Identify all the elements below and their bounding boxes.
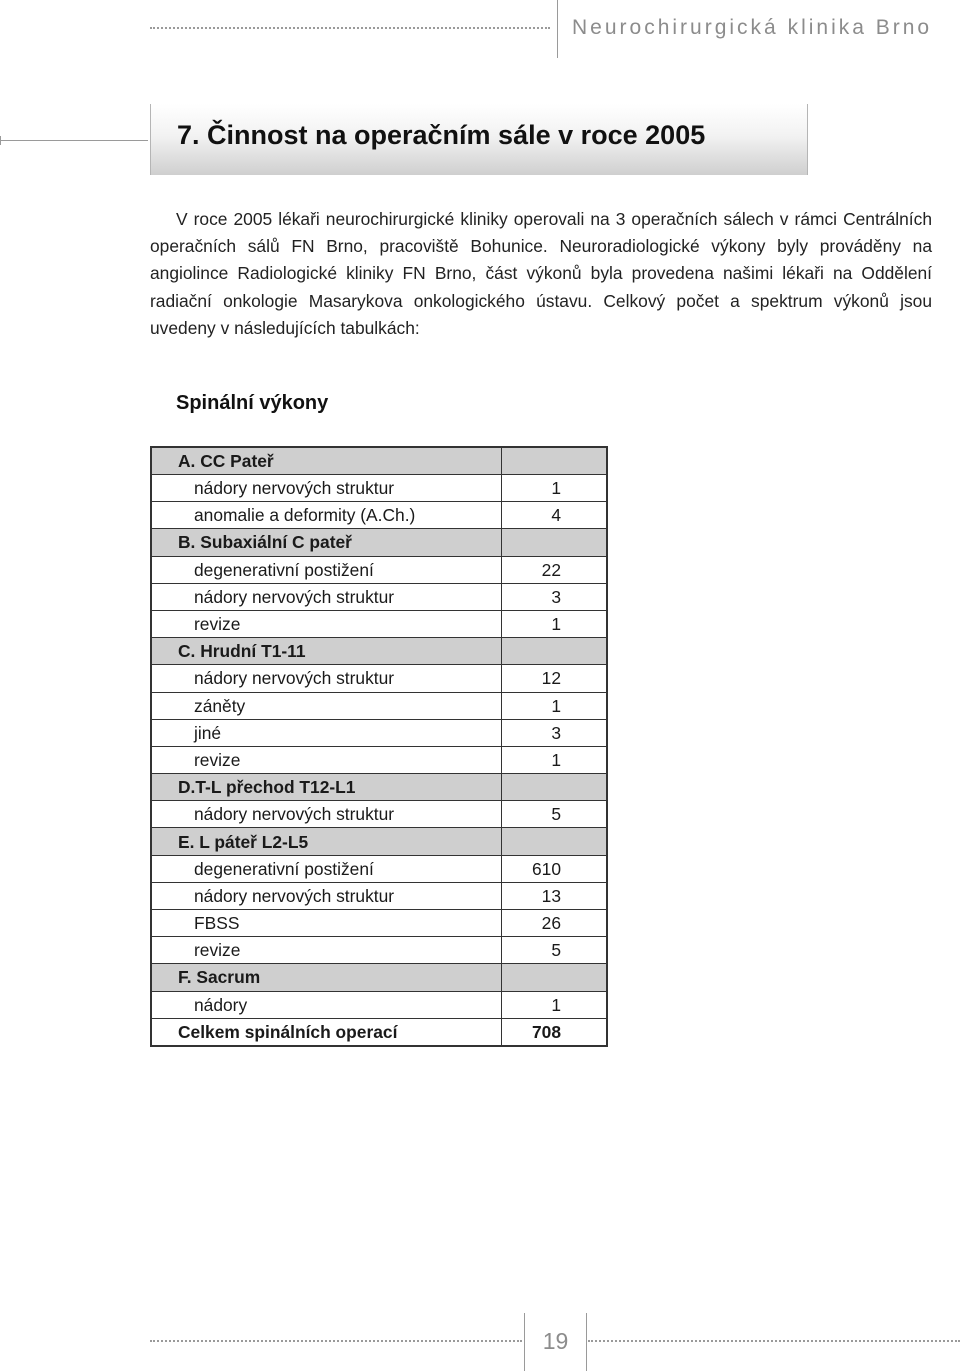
- table-row: [151, 556, 607, 583]
- row-label: záněty: [151, 692, 501, 719]
- table-row: [151, 991, 607, 1018]
- row-count: 5: [501, 937, 607, 964]
- row-count: 26: [501, 910, 607, 937]
- table-row: [151, 665, 607, 692]
- header-dotted-rule: [150, 27, 550, 29]
- row-label: degenerativní postižení: [151, 556, 501, 583]
- row-count: [501, 447, 607, 475]
- table-group-row: [151, 638, 607, 665]
- chapter-title-box: [150, 104, 808, 175]
- row-count: [501, 638, 607, 665]
- row-label: nádory nervových struktur: [151, 583, 501, 610]
- running-header-title: Neurochirurgická klinika Brno: [572, 16, 933, 39]
- table-row: [151, 937, 607, 964]
- row-count: 3: [501, 583, 607, 610]
- table-group-row: [151, 529, 607, 556]
- section-heading: Spinální výkony: [176, 392, 329, 414]
- row-count: 1: [501, 610, 607, 637]
- table-row: [151, 910, 607, 937]
- table-group-row: [151, 964, 607, 991]
- margin-rule: [0, 140, 148, 141]
- table-row: [151, 719, 607, 746]
- row-label: Celkem spinálních operací: [151, 1018, 501, 1046]
- row-label: degenerativní postižení: [151, 855, 501, 882]
- header-divider: [557, 0, 558, 58]
- table-group-row: [151, 828, 607, 855]
- row-label: anomalie a deformity (A.Ch.): [151, 502, 501, 529]
- row-label: E. L páteř L2-L5: [151, 828, 501, 855]
- page-number: 19: [542, 1328, 569, 1354]
- table-row: [151, 746, 607, 773]
- table-total-row: [151, 1018, 607, 1046]
- table-row: [151, 855, 607, 882]
- row-label: nádory nervových struktur: [151, 475, 501, 502]
- row-label: jiné: [151, 719, 501, 746]
- row-label: FBSS: [151, 910, 501, 937]
- row-count: 708: [501, 1018, 607, 1046]
- row-count: 1: [501, 991, 607, 1018]
- table-row: [151, 610, 607, 637]
- footer-divider-right: [586, 1313, 587, 1371]
- table-row: [151, 801, 607, 828]
- table-row: [151, 882, 607, 909]
- table-row: [151, 583, 607, 610]
- row-label: nádory: [151, 991, 501, 1018]
- table-group-row: [151, 447, 607, 475]
- row-label: revize: [151, 746, 501, 773]
- table-row: [151, 502, 607, 529]
- table-row: [151, 475, 607, 502]
- table-body: [151, 447, 607, 1046]
- table-group-row: [151, 774, 607, 801]
- row-count: 610: [501, 855, 607, 882]
- row-label: revize: [151, 610, 501, 637]
- row-count: 13: [501, 882, 607, 909]
- row-count: 12: [501, 665, 607, 692]
- intro-paragraph: V roce 2005 lékaři neurochirurgické kliniky operovali na 3 operačních sálech v rámci Centrálních operačních sálů FN Brno, pracoviště Bohunice. Neuroradiologické výkony byly prováděny na angiolince Radiologické kliniky FN Brno, část výkonů byla provedena našimi lékaři na Oddělení radiační onkologie Masarykova onkologického ústavu. Celkový počet a spektrum výkonů jsou uvedeny v následujících tabulkách:: [150, 209, 932, 338]
- row-label: nádory nervových struktur: [151, 882, 501, 909]
- row-count: 1: [501, 746, 607, 773]
- row-count: 1: [501, 475, 607, 502]
- row-label: nádory nervových struktur: [151, 801, 501, 828]
- row-label: nádory nervových struktur: [151, 665, 501, 692]
- row-count: 5: [501, 801, 607, 828]
- row-count: 1: [501, 692, 607, 719]
- row-label: D.T-L přechod T12-L1: [151, 774, 501, 801]
- row-label: revize: [151, 937, 501, 964]
- footer-dotted-rule-right: [588, 1340, 960, 1342]
- row-label: C. Hrudní T1-11: [151, 638, 501, 665]
- row-count: 22: [501, 556, 607, 583]
- row-count: 4: [501, 502, 607, 529]
- row-count: [501, 828, 607, 855]
- row-count: 3: [501, 719, 607, 746]
- table-row: [151, 692, 607, 719]
- row-label: F. Sacrum: [151, 964, 501, 991]
- spinal-procedures-table: [150, 446, 608, 1047]
- row-count: [501, 529, 607, 556]
- footer-dotted-rule-left: [150, 1340, 522, 1342]
- row-count: [501, 774, 607, 801]
- row-count: [501, 964, 607, 991]
- chapter-title: 7. Činnost na operačním sále v roce 2005: [177, 120, 706, 150]
- row-label: A. CC Pateř: [151, 447, 501, 475]
- row-label: B. Subaxiální C pateř: [151, 529, 501, 556]
